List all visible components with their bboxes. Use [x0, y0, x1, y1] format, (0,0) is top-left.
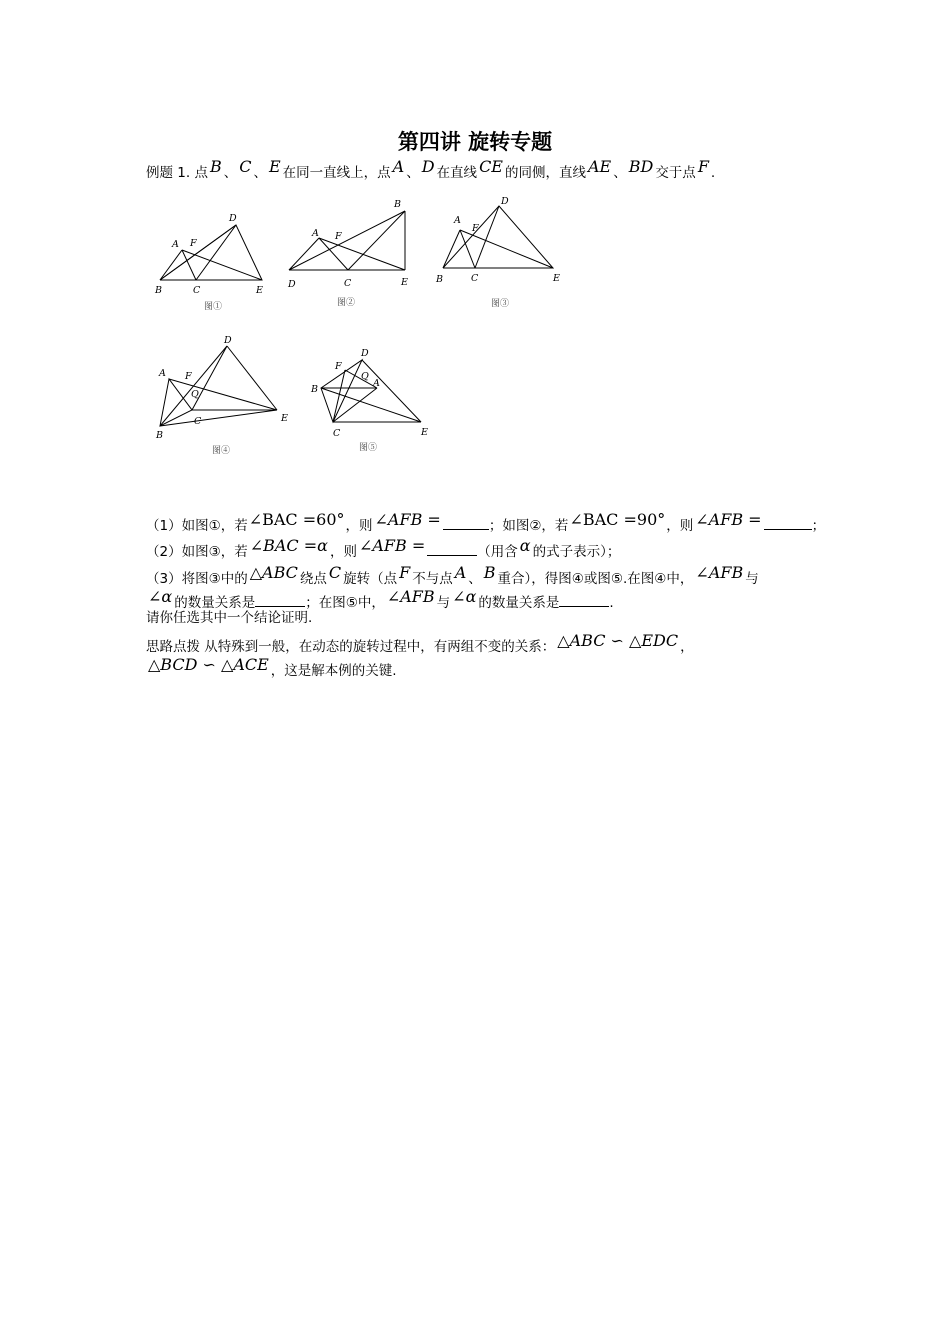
question-1: [146, 510, 826, 534]
text: （3）将图③中的: [146, 571, 248, 587]
text: .: [609, 595, 614, 611]
label-B: B: [311, 384, 318, 395]
label-F: F: [185, 371, 192, 382]
math: F: [399, 563, 411, 582]
answer-blank[interactable]: [427, 543, 477, 556]
label-E: E: [256, 285, 263, 296]
label-B: B: [436, 274, 443, 285]
text: ，则: [345, 518, 373, 534]
label-B: B: [156, 430, 163, 441]
label-C: C: [471, 273, 479, 284]
caption: 图②: [337, 298, 356, 308]
hint-line: [146, 631, 694, 655]
text: 、: [406, 165, 420, 181]
figure-2: [285, 195, 415, 315]
label-Q: Q: [361, 371, 369, 382]
question-2: [146, 536, 621, 560]
prove-instruction: 请你任选其中一个结论证明.: [146, 610, 313, 626]
math: E: [268, 157, 281, 176]
caption: 图④: [212, 446, 231, 456]
text: 、: [468, 571, 482, 587]
math: △ABC: [249, 563, 298, 582]
label-C: C: [344, 278, 352, 289]
page-title: 第四讲 旋转专题: [397, 130, 553, 154]
text: （1）如图①，若: [146, 518, 248, 534]
figure-5: [305, 342, 440, 457]
answer-blank[interactable]: [559, 594, 609, 607]
text: ，则: [666, 518, 694, 534]
text: ，: [680, 639, 694, 655]
math: D: [421, 157, 435, 176]
answer-blank[interactable]: [764, 517, 812, 530]
text: 在直线: [436, 165, 478, 181]
text: （2）如图③，若: [146, 544, 248, 560]
math: △ABC ∽ △EDC: [557, 631, 679, 650]
math: BD: [628, 157, 654, 176]
text: ，则: [329, 544, 357, 560]
text: ；如图②，若: [488, 518, 569, 534]
label-B: B: [394, 199, 401, 210]
label-C: C: [194, 416, 202, 427]
math: ∠α: [452, 587, 477, 606]
label-A: A: [172, 239, 179, 250]
math: B: [483, 563, 496, 582]
text: （用含: [477, 544, 518, 560]
label-A: A: [454, 215, 461, 226]
label-F: F: [472, 223, 479, 234]
text: 在同一直线上，点: [282, 165, 391, 181]
math: ∠AFB =: [374, 510, 441, 529]
text: 不与点: [412, 571, 453, 587]
text: 、: [253, 165, 267, 181]
math: CE: [479, 157, 503, 176]
math: C: [239, 157, 252, 176]
text: .: [710, 165, 716, 181]
math: C: [328, 563, 342, 582]
math: ∠α: [148, 587, 173, 606]
caption: 图①: [204, 302, 223, 312]
math: A: [454, 563, 467, 582]
text: 的数量关系是: [174, 595, 256, 611]
math: ∠BAC =60°: [248, 510, 345, 529]
label-A: A: [312, 228, 319, 239]
label-D: D: [501, 196, 509, 207]
label-E: E: [401, 277, 408, 288]
text: 例题 1. 点: [146, 165, 208, 181]
label-Q: Q: [191, 389, 199, 400]
math: A: [392, 157, 405, 176]
label-C: C: [333, 428, 341, 439]
math: △BCD ∽ △ACE: [148, 655, 269, 674]
label-F: F: [335, 231, 342, 242]
text: 与: [436, 595, 451, 611]
text: 旋转（点: [343, 571, 398, 587]
label-C: C: [193, 285, 201, 296]
math: ∠AFB =: [358, 536, 426, 555]
label-D: D: [224, 335, 232, 346]
label-A: A: [373, 378, 380, 389]
figure-1: [150, 205, 275, 315]
hint-line-2: [146, 655, 397, 679]
question-3-continued: [146, 587, 614, 611]
caption: 图⑤: [359, 443, 378, 453]
text: 、: [223, 165, 238, 181]
math: ∠AFB =: [695, 510, 762, 529]
math: ∠BAC =α: [249, 536, 328, 555]
label-D: D: [229, 213, 237, 224]
label-E: E: [281, 413, 288, 424]
label-D: D: [288, 279, 296, 290]
text: ；: [811, 518, 826, 534]
text: 与: [745, 571, 759, 587]
text: 的同侧，直线: [504, 165, 586, 181]
math: ∠AFB: [386, 587, 435, 606]
text: ，这是解本例的关键.: [270, 663, 397, 679]
caption: 图③: [491, 299, 510, 309]
label-D: D: [361, 348, 369, 359]
label-F: F: [190, 238, 197, 249]
text: 的式子表示）；: [532, 544, 621, 560]
text: 的数量关系是: [478, 595, 560, 611]
text: 交于点: [655, 165, 696, 181]
math: F: [697, 157, 709, 176]
answer-blank[interactable]: [255, 594, 305, 607]
math: AE: [587, 157, 612, 176]
answer-blank[interactable]: [443, 517, 489, 530]
math: α: [519, 536, 531, 555]
label-A: A: [159, 368, 166, 379]
label-F: F: [335, 361, 342, 372]
figure-4: [152, 333, 297, 458]
text: 思路点拨 从特殊到一般，在动态的旋转过程中，有两组不变的关系：: [146, 639, 556, 655]
figure-3: [433, 192, 563, 312]
text: 重合），得图④或图⑤.在图④中，: [497, 571, 694, 587]
intro-line: [146, 157, 716, 181]
label-B: B: [155, 285, 162, 296]
text: 、: [613, 165, 627, 181]
text: 绕点: [299, 571, 327, 587]
text: ；在图⑤中，: [305, 595, 385, 611]
label-E: E: [421, 427, 428, 438]
question-3: [146, 563, 759, 587]
math: B: [209, 157, 222, 176]
label-E: E: [553, 273, 560, 284]
math: ∠AFB: [695, 563, 744, 582]
math: ∠BAC =90°: [569, 510, 666, 529]
